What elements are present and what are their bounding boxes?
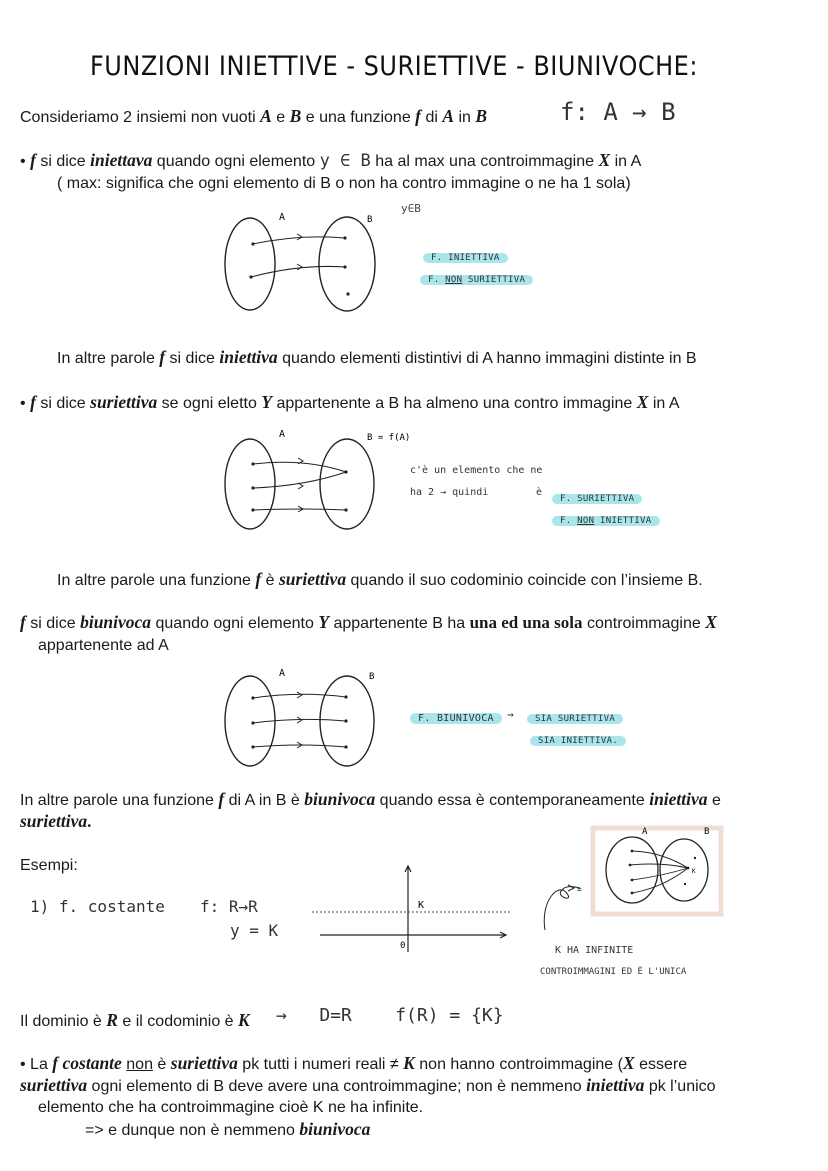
function-f: f — [159, 347, 166, 367]
intro-pre: Consideriamo 2 insiemi non vuoti — [20, 109, 261, 126]
hl-pre: F. — [560, 516, 578, 526]
sketch-label-a: A — [642, 827, 648, 837]
function-f: f — [52, 1053, 59, 1073]
surjective-highlight-2 — [552, 510, 660, 528]
set-b2: B — [475, 106, 488, 126]
fin-t4: pk tutti i numeri reali ≠ — [237, 1056, 404, 1073]
axis-k-label: K — [418, 900, 425, 911]
strong-one-only: una ed una sola — [469, 613, 583, 632]
sketch-label-b: B — [704, 827, 710, 837]
mapping-arrow — [253, 509, 346, 510]
intro-handwritten: f: A → B — [560, 98, 676, 126]
para-t1: In altre parole una funzione — [57, 572, 256, 589]
example-1-def1: f: R→R — [200, 897, 258, 916]
inj-t1: si dice — [35, 153, 91, 170]
term-injective: iniettiva — [219, 347, 278, 367]
domain-line — [20, 1010, 250, 1032]
para-t3: quando il suo codominio coincide con l’insieme B. — [346, 572, 703, 589]
intro-mid1: e — [271, 109, 290, 126]
mapping-arrow — [630, 864, 688, 868]
var-x: X — [705, 612, 717, 632]
sur-t3: appartenente a B ha almeno una contro immagine — [272, 395, 637, 412]
hl-label: SIA SURIETTIVA — [527, 714, 623, 724]
surjective-paraphrase — [57, 569, 703, 591]
injective-highlight-2 — [420, 269, 533, 287]
fin-t6: essere — [634, 1056, 688, 1073]
sketch-frame — [593, 828, 721, 914]
sum-t3: quando essa è contemporaneamente — [375, 792, 650, 809]
underlined-non: non — [126, 1056, 153, 1073]
function-f: f — [218, 789, 225, 809]
term-bijective: biunivoca — [304, 789, 376, 809]
fin-t3: è — [152, 1056, 171, 1073]
bijective-line2: appartenente ad A — [38, 637, 169, 654]
intro-mid2: e una funzione — [301, 109, 416, 126]
bijective-diagram — [215, 663, 415, 773]
set-b-ellipse — [660, 839, 708, 901]
set-b: B — [289, 106, 302, 126]
hl-underline: NON — [577, 516, 595, 526]
diagram-label-a: A — [279, 668, 286, 679]
sur-t4: in A — [648, 395, 680, 412]
diagram-label-b: B = f(A) — [367, 433, 411, 443]
diagram-yeb: y∈B — [401, 202, 421, 215]
final-line1 — [20, 1053, 687, 1075]
term-injective: iniettava — [90, 150, 153, 170]
const-k: K — [403, 1053, 415, 1073]
hl-underline: NON — [445, 275, 463, 285]
set-b-ellipse — [320, 439, 374, 529]
constant-function-graph — [310, 860, 520, 955]
inj-t2: quando ogni elemento — [152, 153, 320, 170]
point — [346, 292, 349, 295]
domain-handwritten: → D=R f(R) = {K} — [276, 1005, 504, 1026]
bijective-definition — [20, 612, 717, 634]
fin-l2d: pk l’unico — [644, 1078, 716, 1095]
arrowhead — [298, 483, 303, 489]
biu-t2: quando ogni elemento — [151, 615, 319, 632]
final-line2 — [20, 1075, 716, 1097]
surjective-definition — [20, 392, 680, 414]
arrow-eq: = — [577, 885, 582, 894]
sum-t2: di A in B è — [224, 792, 305, 809]
para-t3: quando elementi distintivi di A hanno immagini distinte in B — [277, 350, 697, 367]
bullet: • — [20, 1056, 26, 1073]
para-t1: In altre parole — [57, 350, 160, 367]
dom-t1: Il dominio è — [20, 1013, 107, 1030]
surjective-note-1: c'è un elemento che ne — [410, 465, 543, 476]
hl-pre: F. — [428, 275, 446, 285]
hl-post: SURIETTIVA — [462, 275, 526, 285]
constant-mapping-sketch — [540, 820, 730, 940]
set-a: A — [260, 106, 272, 126]
intro-line — [20, 106, 487, 128]
constant-note-2: CONTROIMMAGINI ED È L'UNICA — [540, 967, 687, 977]
mapping-arrow — [251, 266, 345, 277]
fin-t5: non hanno controimmagine ( — [414, 1056, 623, 1073]
inj-t4: in A — [610, 153, 642, 170]
arrowhead — [297, 692, 302, 698]
arrowhead — [568, 885, 574, 891]
surjective-diagram — [215, 424, 415, 534]
hl-label: SIA INIETTIVA. — [530, 736, 626, 746]
sum-t5: . — [87, 812, 92, 831]
fin-l4a: => e dunque non è nemmeno — [85, 1122, 300, 1139]
const-k: K — [238, 1010, 250, 1030]
hl-label: F. SURIETTIVA — [552, 494, 642, 504]
term-surjective: suriettiva — [20, 811, 88, 831]
summary-line2 — [20, 811, 91, 833]
set-r: R — [106, 1010, 118, 1030]
para-t2: è — [261, 572, 279, 589]
point — [684, 883, 686, 885]
bullet: • — [20, 395, 26, 412]
inj-hand: y ∈ B — [319, 151, 371, 171]
final-line4 — [85, 1119, 370, 1141]
function-f: f — [20, 612, 26, 632]
term-surjective: suriettiva — [278, 569, 347, 589]
final-line3: elemento che ha controimmagine cioè K ne ha infinite. — [38, 1099, 424, 1116]
term-surjective: suriettiva — [170, 1053, 238, 1073]
sum-t1: In altre parole una funzione — [20, 792, 219, 809]
var-y: Y — [318, 612, 330, 632]
hl-post: INIETTIVA — [594, 516, 652, 526]
var-x: X — [636, 392, 649, 412]
diagram-label-a: A — [279, 212, 286, 223]
bijective-highlight-2 — [530, 730, 626, 748]
var-y: Y — [261, 392, 273, 412]
var-x: X — [598, 150, 611, 170]
bijective-highlight-main — [410, 708, 502, 726]
example-1-def2: y = K — [230, 921, 279, 940]
sur-t2: se ogni eletto — [157, 395, 262, 412]
hl-label: F. BIUNIVOCA — [410, 713, 502, 724]
surjective-note-e: è — [536, 487, 543, 498]
mapping-arrow — [253, 237, 345, 244]
biu-t1: si dice — [25, 615, 81, 632]
examples-label: Esempi: — [20, 857, 78, 874]
biu-t4: controimmagine — [582, 615, 706, 632]
var-x: X — [622, 1053, 635, 1073]
intro-mid3: di — [421, 109, 443, 126]
biu-t3: appartenente B ha — [329, 615, 470, 632]
constant-note-1: K HA INFINITE — [555, 945, 634, 956]
page-title: FUNZIONI INIETTIVE - SURIETTIVE - BIUNIVOCHE: — [90, 50, 698, 82]
set-a-ellipse — [225, 439, 275, 529]
function-f: f — [415, 106, 421, 126]
term-injective: iniettiva — [649, 789, 708, 809]
fin-t1: La — [25, 1056, 53, 1073]
inj-t3: ha al max una controimmagine — [370, 153, 599, 170]
function-f: f — [30, 150, 36, 170]
curly-arrow — [544, 887, 580, 930]
term-constant: costante — [58, 1053, 122, 1073]
summary-line1 — [20, 789, 721, 811]
hl-label: F. INIETTIVA — [423, 253, 508, 263]
surjective-highlight-1 — [552, 488, 642, 506]
sum-t4: e — [707, 792, 721, 809]
set-a2: A — [442, 106, 455, 126]
function-f: f — [255, 569, 262, 589]
example-1-label: 1) f. costante — [30, 897, 165, 916]
term-injective: iniettiva — [586, 1075, 645, 1095]
function-f: f — [30, 392, 36, 412]
set-b-ellipse — [319, 217, 375, 311]
set-a-ellipse — [225, 218, 275, 310]
axis-origin-label: 0 — [400, 941, 406, 951]
term-surjective: suriettiva — [20, 1075, 88, 1095]
surjective-note-2: ha 2 → quindi — [410, 487, 489, 498]
sur-t1: si dice — [35, 395, 91, 412]
bijective-highlight-1 — [527, 708, 623, 726]
para-t2: si dice — [165, 350, 220, 367]
fin-l2b: ogni elemento di B deve avere una controimmagine; non è nemmeno — [87, 1078, 587, 1095]
injective-note: ( max: significa che ogni elemento di B o non ha contro immagine o ne ha 1 sola) — [57, 175, 631, 192]
injective-definition — [20, 150, 641, 172]
intro-mid4: in — [454, 109, 476, 126]
arrowhead — [297, 264, 302, 270]
mapping-arrow — [253, 472, 346, 488]
term-bijective: biunivoca — [299, 1119, 371, 1139]
injective-paraphrase — [57, 347, 697, 369]
diagram-label-a: A — [279, 429, 286, 440]
bijective-arrow: → — [507, 708, 514, 721]
bullet: • — [20, 153, 26, 170]
term-surjective: suriettiva — [90, 392, 158, 412]
injective-highlight-1 — [423, 247, 508, 265]
diagram-label-b: B — [367, 215, 373, 225]
sketch-label-k: K — [692, 868, 696, 875]
point — [694, 857, 696, 859]
term-bijective: biunivoca — [80, 612, 152, 632]
dom-t2: e il codominio è — [117, 1013, 239, 1030]
diagram-label-b: B — [369, 672, 375, 682]
